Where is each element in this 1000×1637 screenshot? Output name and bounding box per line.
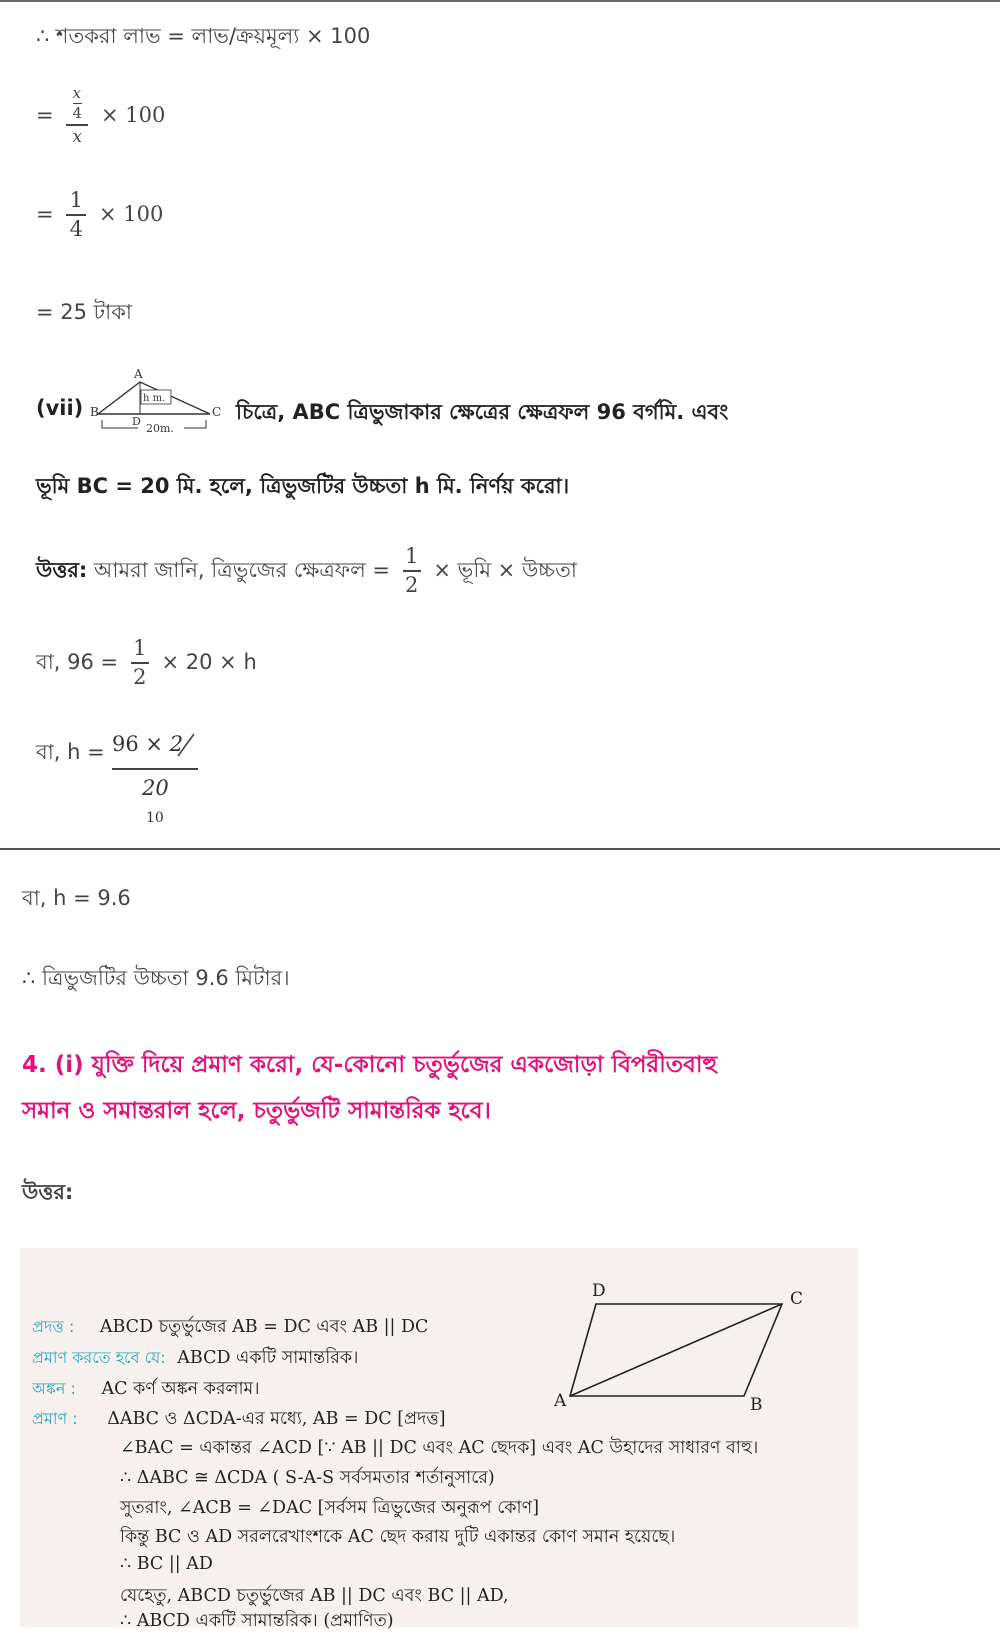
answer-conclusion: ∴ ত্রিভুজটির উচ্চতা 9.6 মিটার। xyxy=(22,966,290,990)
answer-formula-line xyxy=(36,546,577,596)
h-numerator-cancelled: 2 xyxy=(169,732,184,756)
proof-line-8: ∴ ABCD একটি সামান্তরিক। (প্রমাণিত) xyxy=(120,1611,394,1631)
denominator: 4 xyxy=(69,217,83,241)
vertex-d: D xyxy=(592,1281,606,1301)
construction-line xyxy=(32,1376,260,1405)
nested-fraction xyxy=(66,86,88,146)
top-divider xyxy=(0,0,1000,2)
question-4-line2: সমান ও সমান্তরাল হলে, চতুর্ভুজটি সামান্তরিক হবে। xyxy=(22,1098,491,1124)
answer-step-2 xyxy=(36,638,257,688)
question-number: (vii) xyxy=(36,396,84,420)
step-nested-fraction xyxy=(36,86,165,146)
vertex-b: B xyxy=(750,1395,763,1410)
numerator: 1 xyxy=(405,544,419,568)
section-divider xyxy=(0,848,1000,850)
base-label: 20m. xyxy=(146,422,174,435)
question-text-line2: ভূমি BC = 20 মি. হলে, ত্রিভুজটির উচ্চতা h মি. নির্ণয় করো। xyxy=(36,474,570,498)
numerator: 1 xyxy=(69,188,83,212)
answer-step-3 xyxy=(36,730,105,765)
given-line xyxy=(32,1314,428,1343)
construction-label: অঙ্কন : xyxy=(32,1379,76,1398)
equals-sign: = xyxy=(36,202,54,226)
answer-step-4: বা, h = 9.6 xyxy=(22,886,131,910)
step2-post: × 20 × h xyxy=(161,650,257,674)
base-dimension-right xyxy=(184,420,206,428)
inner-fraction xyxy=(73,86,83,121)
vertex-c: C xyxy=(790,1289,804,1309)
proof-label: প্রমাণ : xyxy=(32,1409,78,1428)
h-denominator-cancelled: 20 xyxy=(142,776,169,800)
vertex-a: A xyxy=(134,368,143,381)
vertex-c: C xyxy=(212,405,222,419)
question-text-line1: চিত্রে, ABC ত্রিভুজাকার ক্ষেত্রের ক্ষেত্রফল 96 বর্গমি. এবং xyxy=(236,400,729,424)
proof-line-2: ∠BAC = একান্তর ∠ACD [∵ AB || DC এবং AC ছেদক] এবং AC উহাদের সাধারণ বাহু। xyxy=(120,1438,759,1458)
outer-denominator: x xyxy=(72,127,83,147)
quarter-fraction xyxy=(66,190,86,240)
percent-profit-formula: ∴ শতকরা লাভ = লাভ/ক্রয়মূল্য × 100 xyxy=(36,24,371,48)
proof-line-7: যেহেতু, ABCD চতুর্ভুজের AB || DC এবং BC || AD, xyxy=(120,1586,509,1606)
triangle-figure xyxy=(90,368,225,444)
answer-formula-text: আমরা জানি, ত্রিভুজের ক্ষেত্রফল = xyxy=(94,558,391,582)
answer-4-label: উত্তর: xyxy=(22,1180,74,1204)
half-fraction xyxy=(131,638,149,688)
step2-pre: বা, 96 = xyxy=(36,650,119,674)
times-hundred: × 100 xyxy=(100,103,166,127)
construction-text: AC কর্ণ অঙ্কন করলাম। xyxy=(101,1379,260,1399)
half-fraction xyxy=(403,546,421,596)
cancel-strokes xyxy=(169,728,212,798)
h-numerator-left: 96 × xyxy=(112,732,163,756)
numerator: 1 xyxy=(133,636,147,660)
to-prove-line xyxy=(32,1345,358,1374)
profit-result: = 25 টাকা xyxy=(36,300,132,324)
answer-formula-tail: × ভূমি × উচ্চতা xyxy=(433,558,577,582)
given-text: ABCD চতুর্ভুজের AB = DC এবং AB || DC xyxy=(99,1317,429,1337)
parallelogram-figure xyxy=(550,1280,810,1410)
vertex-b: B xyxy=(90,405,99,419)
proof-step-1: ΔABC ও ΔCDA-এর মধ্যে, AB = DC [প্রদত্ত] xyxy=(107,1409,446,1429)
answer-label: উত্তর: xyxy=(36,558,88,582)
vertex-a: A xyxy=(554,1391,567,1410)
equals-sign: = xyxy=(36,103,54,127)
h-denominator-reduced: 10 xyxy=(146,810,164,826)
question-4-line1: 4. (i) যুক্তি দিয়ে প্রমাণ করো, যে-কোনো চতুর্ভুজের একজোড়া বিপরীতবাহু xyxy=(22,1052,718,1078)
proof-line-3: ∴ ΔABC ≅ ΔCDA ( S-A-S সর্বসমতার শর্তানুসারে) xyxy=(120,1468,495,1488)
proof-line-6: ∴ BC || AD xyxy=(120,1554,213,1574)
step3-pre: বা, h = xyxy=(36,740,105,764)
times-hundred: × 100 xyxy=(98,202,164,226)
inner-numerator: x xyxy=(72,84,81,102)
proof-line-1 xyxy=(32,1406,446,1435)
to-prove-text: ABCD একটি সামান্তরিক। xyxy=(177,1348,359,1368)
proof-line-4: সুতরাং, ∠ACB = ∠DAC [সর্বসম ত্রিভুজের অনুরূপ কোণ] xyxy=(120,1498,540,1518)
denominator: 2 xyxy=(405,573,419,597)
denominator: 2 xyxy=(133,665,147,689)
proof-line-5: কিন্তু BC ও AD সরলরেখাংশকে AC ছেদ করায় দুটি একান্তর কোণ সমান হয়েছে। xyxy=(120,1527,676,1547)
point-d: D xyxy=(132,415,141,428)
height-label: h m. xyxy=(143,393,166,404)
to-prove-label: প্রমাণ করতে হবে যে: xyxy=(32,1348,166,1367)
inner-denominator: 4 xyxy=(72,104,83,122)
given-label: প্রদত্ত : xyxy=(32,1317,75,1336)
step-quarter-fraction xyxy=(36,190,163,240)
